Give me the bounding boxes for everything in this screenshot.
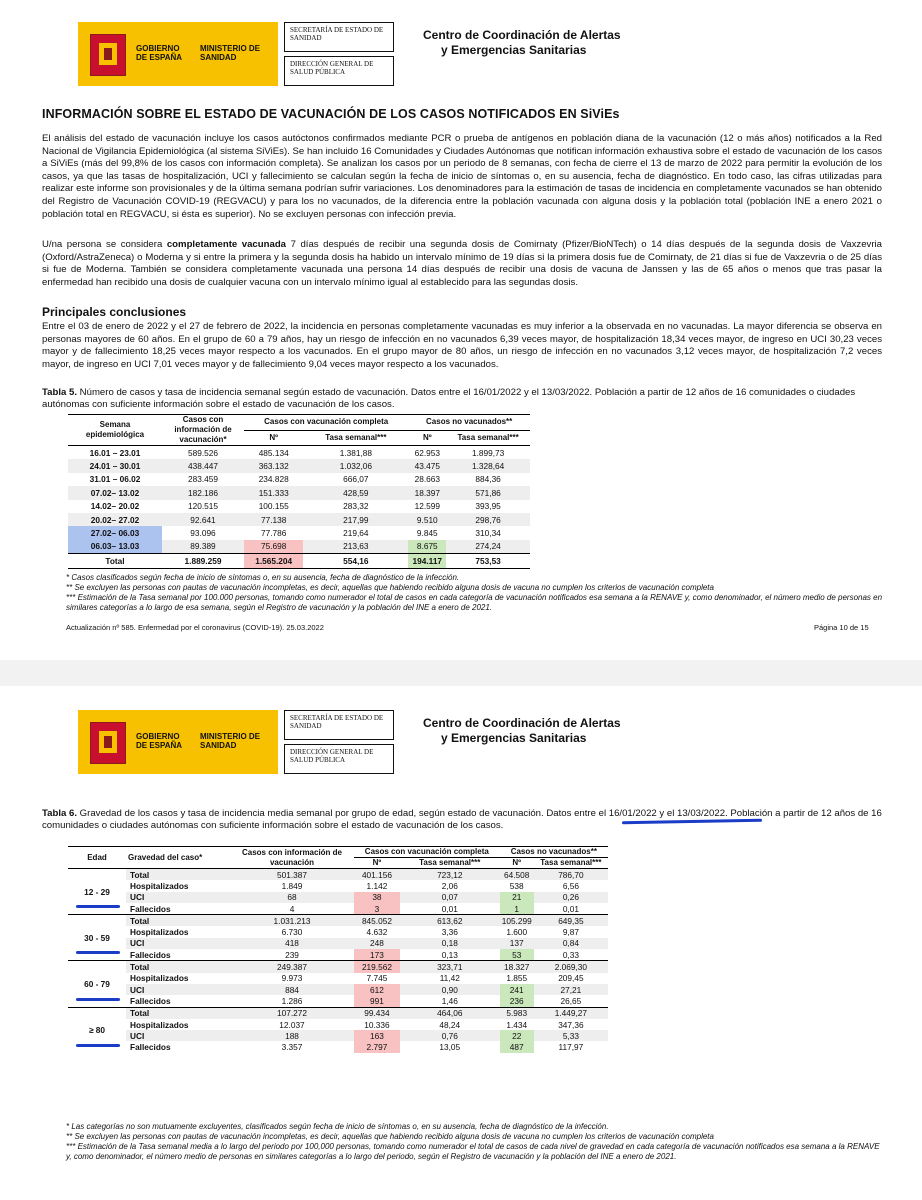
- cell-no-vac-n: 12.599: [414, 501, 440, 512]
- note-3: *** Estimación de la Tasa semanal media a lo largo del periodo por 100,000 personas, tomando como numerador el total de casos de cada nivel de gravedad en cada categoría de vacunación notificados esa semana a la RENAVE y, como denominador, el número medio de personas en similares categorías a lo largo del periodo, según el Registro de vacunación y la población del INE a enero de 2021.: [66, 1142, 880, 1161]
- cell-completa-n: 77.138: [244, 513, 303, 526]
- cell-info: 6.730: [281, 927, 303, 938]
- th-completa-tasa: Tasa semanal***: [325, 432, 387, 442]
- table-row: [68, 995, 608, 1007]
- cell-no-vac-n: 105.299: [500, 915, 534, 927]
- page-number: Página 10 de 15: [814, 623, 869, 632]
- cell-no-vac-tasa: 571,86: [446, 486, 530, 499]
- cell-info: 93.096: [190, 528, 216, 539]
- cell-completa-n: 363.132: [244, 459, 303, 472]
- cell-no-vac-tasa: 2.069,30: [534, 961, 608, 973]
- cell-gravedad: Total: [126, 1007, 230, 1019]
- cell-semana: 31.01 – 06.02: [89, 474, 141, 485]
- th-no-vac: Casos no vacunados**: [408, 415, 530, 431]
- cell-no-vac-n: 28.663: [414, 474, 440, 485]
- cell-no-vac-tasa: 0,33: [562, 949, 579, 960]
- paragraph-analysis: El análisis del estado de vacunación incluye los casos autóctonos confirmados mediante PCR o prueba de antígenos en población diana de la vacunación (12 o más años) notificados a la Red Nacional de Vigilancia Epidemiológica (al sistema SiViEs). Se han incluido 16 Comunidades y Ciudades Autónomas que notifican información exhaustiva sobre el estado de vacunación de los casos a SiViEs (más del 99,8% de los casos con información completa). Se analizan los casos por un periodo de 8 semanas, con fecha de cierre el 13 de marzo de 2022 para permitir la evolución de los casos, ya que las tasas de hospitalización, UCI y fallecimiento se calculan según la fecha de inicio de síntomas o, en su ausencia, fecha de diagnóstico. En todo caso, las cifras utilizadas para realizar este informe son provisionales y de la última semana podrían sufrir variaciones. Los denominadores para la estimación de tasas de incidencia en completamente vacunados se han obtenido del Registro de Vacunación COVID-19 (REGVACU) y para los no vacunados, de la diferencia entre la población vacunada con alguna dosis y la población total (población INE a enero 2021 o población total en REGVACU, si ésta es superior). No se excluyen personas con infección previa.: [42, 133, 882, 220]
- th-completa: Casos con vacunación completa: [244, 415, 408, 431]
- cell-no-vac-n: 62.953: [414, 447, 440, 458]
- cell-completa-n: 1.565.204: [244, 554, 303, 568]
- direccion-box: DIRECCIÓN GENERAL DE SALUD PÚBLICA: [284, 56, 394, 86]
- table-row: [68, 949, 608, 961]
- cell-completa-n: 219.562: [354, 961, 400, 973]
- cell-info: 884: [230, 984, 354, 995]
- cell-info: 12.037: [279, 1019, 305, 1030]
- cell-completa-n: 4.632: [366, 927, 388, 938]
- cell-completa-tasa: 217,99: [303, 513, 408, 526]
- table-row: [68, 961, 608, 973]
- table-row: [68, 540, 530, 554]
- cell-completa-n: 234.828: [258, 474, 289, 485]
- direccion-box: DIRECCIÓN GENERAL DE SALUD PÚBLICA: [284, 744, 394, 774]
- cell-edad: [68, 869, 126, 915]
- table-row: [68, 500, 530, 513]
- cell-no-vac-n: 5.983: [500, 1007, 534, 1019]
- cell-info: 501.387: [230, 869, 354, 881]
- th-no-vac-tasa: Tasa semanal***: [540, 858, 602, 867]
- cell-info: 418: [230, 938, 354, 949]
- cell-no-vac-tasa: 9,87: [562, 927, 579, 938]
- cell-completa-n: 3: [354, 903, 400, 915]
- cell-completa-tasa: 0,01: [441, 903, 458, 914]
- table6-caption-text: Gravedad de los casos y tasa de incidencia media semanal por grupo de edad, según estado de vacunación. Datos entre el 16/01/2022 y el 13/03/2022. Población a partir de 12 años de 16 comunidades o ciudades autónomas con suficiente información sobre el estado de vacunación de los casos.: [42, 808, 882, 831]
- table5-caption: [42, 387, 882, 411]
- cell-no-vac-tasa: 0,84: [534, 938, 608, 949]
- cell-edad: [68, 915, 126, 961]
- cell-info: 249.387: [230, 961, 354, 973]
- government-logo: [78, 710, 278, 774]
- cell-no-vac-n: 1.600: [506, 927, 528, 938]
- cell-completa-tasa: 283,32: [343, 501, 369, 512]
- cell-completa-n: 991: [354, 995, 400, 1007]
- th-completa-tasa: Tasa semanal***: [419, 858, 481, 867]
- coat-of-arms-icon: [90, 722, 126, 764]
- cell-no-vac-n: 43.475: [408, 459, 446, 472]
- cell-info: 239: [285, 949, 299, 960]
- cell-completa-tasa: 613,62: [400, 915, 500, 927]
- cell-gravedad: UCI: [126, 984, 230, 995]
- cell-no-vac-n: 64.508: [500, 869, 534, 881]
- cell-completa-tasa: 0,90: [400, 984, 500, 995]
- edad-label: ≥ 80: [88, 1025, 106, 1036]
- cell-no-vac-n: 137: [500, 938, 534, 949]
- th-completa: Casos con vacunación completa: [354, 847, 500, 858]
- cell-info: 9.973: [281, 973, 303, 984]
- cell-completa-tasa: 1.381,88: [339, 447, 372, 458]
- th-gravedad: Gravedad del caso*: [126, 847, 230, 869]
- cell-completa-n: 151.333: [244, 486, 303, 499]
- cell-no-vac-n: 236: [500, 995, 534, 1007]
- cell-no-vac-tasa: 753,53: [446, 554, 530, 568]
- cell-info: 89.389: [162, 540, 244, 554]
- cell-gravedad: UCI: [126, 1030, 230, 1041]
- table-6-body: [68, 869, 608, 1053]
- government-logo: [78, 22, 278, 86]
- ministerio-label: MINISTERIO DE SANIDAD: [200, 44, 261, 62]
- cell-completa-n: 163: [354, 1030, 400, 1041]
- table-row: [68, 1041, 608, 1052]
- centro-title: [423, 716, 621, 746]
- cell-no-vac-tasa: 26,65: [560, 995, 582, 1006]
- centro-title: [423, 28, 621, 58]
- page-header: [78, 22, 878, 86]
- table-5: [68, 414, 530, 569]
- edad-label: 60 - 79: [84, 978, 110, 989]
- table-row: [68, 926, 608, 937]
- cell-info: 283.459: [188, 474, 218, 485]
- table-row: [68, 446, 530, 460]
- table5-notes: [66, 573, 886, 613]
- table-row: [68, 892, 608, 903]
- cell-completa-n: 612: [354, 984, 400, 995]
- centro-line-1: Centro de Coordinación de Alertas: [423, 716, 621, 730]
- cell-no-vac-tasa: 310,34: [475, 528, 501, 539]
- cell-no-vac-n: 538: [509, 880, 524, 891]
- cell-gravedad: Hospitalizados: [130, 973, 189, 984]
- cell-completa-tasa: 1.032,06: [303, 459, 408, 472]
- cell-no-vac-tasa: 347,36: [558, 1019, 584, 1030]
- cell-completa-n: 845.052: [354, 915, 400, 927]
- cell-completa-tasa: 219,64: [343, 528, 369, 539]
- cell-no-vac-tasa: 117,97: [558, 1042, 584, 1053]
- paragraph-conclusions: Entre el 03 de enero de 2022 y el 27 de febrero de 2022, la incidencia en personas completamente vacunadas es muy inferior a la observada en no vacunadas. La mayor diferencia se observa en personas mayores de 60 años. En el grupo de 60 a 79 años, hay un riesgo de infección en no vacunados 6,39 veces mayor, de hospitalización 18,34 veces mayor, de ingreso en UCI 30,23 veces mayor y de fallecimiento 18,25 veces mayor respecto a los vacunados. En el grupo mayor de 80 años, un riesgo de infección en no vacunados 3,12 veces mayor, de hospitalización 7,2 veces mayor, de ingreso en UCI 7,01 veces mayor y de fallecimiento 9,04 veces mayor respecto a los vacunados.: [42, 321, 882, 370]
- cell-completa-tasa: 48,24: [439, 1019, 461, 1030]
- page-header: [78, 710, 878, 774]
- table-6: [68, 846, 608, 1053]
- secretaria-box: SECRETARÍA DE ESTADO DE SANIDAD: [284, 22, 394, 52]
- cell-no-vac-tasa: 0,01: [562, 903, 579, 914]
- cell-completa-tasa: 0,18: [400, 938, 500, 949]
- cell-no-vac-tasa: 27,21: [534, 984, 608, 995]
- cell-info: 1.849: [281, 880, 303, 891]
- cell-info: 120.515: [188, 501, 218, 512]
- cell-gravedad: Fallecidos: [130, 995, 171, 1006]
- cell-gravedad: UCI: [126, 938, 230, 949]
- table-row: [68, 880, 608, 891]
- th-no-vac-n: Nº: [422, 432, 432, 442]
- cell-semana: 06.03– 13.03: [68, 540, 162, 554]
- cell-info: 1.031.213: [230, 915, 354, 927]
- centro-line-2: y Emergencias Sanitarias: [441, 43, 587, 57]
- gobierno-label: GOBIERNO DE ESPAÑA: [136, 732, 183, 750]
- edad-label: 12 - 29: [84, 886, 110, 897]
- th-casos-info: Casos con información de vacunación*: [162, 415, 244, 446]
- cell-completa-n: 38: [354, 892, 400, 903]
- table-row: [68, 1019, 608, 1030]
- cell-no-vac-tasa: 274,24: [446, 540, 530, 554]
- cell-no-vac-n: 241: [500, 984, 534, 995]
- note-1: * Las categorías no son mutuamente excluyentes, clasificados según fecha de inicio de síntomas o, en su ausencia, fecha de diagnóstico de la infección.: [66, 1122, 609, 1131]
- cell-info: 107.272: [230, 1007, 354, 1019]
- cell-semana: 20.02– 27.02: [68, 513, 162, 526]
- gobierno-label: GOBIERNO DE ESPAÑA: [136, 44, 183, 62]
- pen-underline-edad: [76, 951, 120, 954]
- cell-gravedad: Hospitalizados: [130, 1019, 189, 1030]
- cell-gravedad: Total: [126, 869, 230, 881]
- cell-completa-tasa: 723,12: [400, 869, 500, 881]
- table-row: [68, 973, 608, 984]
- cell-no-vac-n: 18.327: [500, 961, 534, 973]
- cell-gravedad: Total: [126, 961, 230, 973]
- th-no-vac-tasa: Tasa semanal***: [457, 432, 519, 442]
- cell-no-vac-n: 9.845: [416, 528, 438, 539]
- table-row: [68, 984, 608, 995]
- cell-completa-tasa: 2,06: [441, 880, 458, 891]
- cell-completa-tasa: 3,36: [441, 927, 458, 938]
- cell-gravedad: Hospitalizados: [130, 880, 189, 891]
- cell-info: 68: [230, 892, 354, 903]
- cell-no-vac-tasa: 1.328,64: [446, 459, 530, 472]
- paragraph-definition-a: U/na persona se considera: [42, 239, 167, 250]
- edad-label: 30 - 59: [84, 932, 110, 943]
- cell-no-vac-tasa: 5,33: [534, 1030, 608, 1041]
- cell-completa-tasa: 554,16: [303, 554, 408, 568]
- pen-underline-edad: [76, 998, 120, 1001]
- cell-info: 4: [289, 903, 295, 914]
- cell-completa-n: 100.155: [258, 501, 289, 512]
- cell-info: 1.286: [281, 995, 303, 1006]
- cell-no-vac-tasa: 209,45: [558, 973, 584, 984]
- pen-underline-edad: [76, 905, 120, 908]
- cell-no-vac-n: 22: [500, 1030, 534, 1041]
- cell-info: 188: [230, 1030, 354, 1041]
- cell-no-vac-tasa: 393,95: [475, 501, 501, 512]
- cell-no-vac-tasa: 6,56: [562, 880, 579, 891]
- table-row: [68, 526, 530, 539]
- paragraph-definition-bold: completamente vacunada: [166, 239, 287, 250]
- note-1: * Casos clasificados según fecha de inicio de síntomas o, en su ausencia, fecha de diagnóstico de la infección.: [66, 573, 460, 582]
- cell-completa-tasa: 666,07: [343, 474, 369, 485]
- cell-no-vac-n: 194.117: [408, 554, 446, 568]
- table5-caption-text: Número de casos y tasa de incidencia semanal según estado de vacunación. Datos entre el 16/01/2022 y el 13/03/2022. Población a partir de 12 años de 16 comunidades o ciudades autónomas con suficiente información sobre el estado de vacunación de los casos.: [42, 387, 856, 410]
- cell-no-vac-tasa: 786,70: [534, 869, 608, 881]
- secretaria-box: SECRETARÍA DE ESTADO DE SANIDAD: [284, 710, 394, 740]
- table-row: [68, 869, 608, 881]
- cell-info: 3.357: [281, 1042, 303, 1053]
- th-no-vac-n: Nº: [512, 858, 522, 867]
- cell-info: 182.186: [162, 486, 244, 499]
- cell-completa-tasa: 428,59: [303, 486, 408, 499]
- cell-no-vac-n: 21: [500, 892, 534, 903]
- cell-edad: [68, 961, 126, 1007]
- note-2: ** Se excluyen las personas con pautas de vacunación incompletas, es decir, aquellas que habiendo recibido alguna dosis de vacuna no cumplen los criterios de vacunación completa: [66, 583, 714, 592]
- cell-semana: 16.01 – 23.01: [89, 447, 141, 458]
- table-row: [68, 903, 608, 915]
- cell-completa-n: 401.156: [354, 869, 400, 881]
- cell-no-vac-tasa: 1.899,73: [471, 447, 505, 458]
- cell-no-vac-n: 1: [500, 903, 534, 915]
- cell-no-vac-tasa: 1.449,27: [534, 1007, 608, 1019]
- cell-completa-n: 75.698: [244, 540, 303, 554]
- cell-completa-tasa: 323,71: [400, 961, 500, 973]
- cell-no-vac-n: 8.675: [408, 540, 446, 554]
- cell-completa-tasa: 0,07: [400, 892, 500, 903]
- pen-underline-edad: [76, 1044, 120, 1047]
- table-row: [68, 473, 530, 486]
- cell-info: 92.641: [162, 513, 244, 526]
- cell-no-vac-n: 9.510: [408, 513, 446, 526]
- cell-no-vac-n: 487: [500, 1041, 534, 1052]
- paragraph-definition: [42, 239, 882, 289]
- table6-notes: [66, 1122, 886, 1162]
- th-no-vac: Casos no vacunados**: [500, 847, 608, 858]
- cell-completa-tasa: 0,13: [441, 949, 458, 960]
- cell-completa-tasa: 13,05: [439, 1042, 461, 1053]
- cell-no-vac-n: 18.397: [408, 486, 446, 499]
- table-row: [68, 1030, 608, 1041]
- cell-no-vac-tasa: 298,76: [446, 513, 530, 526]
- cell-completa-tasa: 464,06: [400, 1007, 500, 1019]
- table-row: [68, 1007, 608, 1019]
- table6-caption-label: Tabla 6.: [42, 808, 78, 819]
- cell-completa-tasa: 0,76: [400, 1030, 500, 1041]
- cell-edad: [68, 1007, 126, 1053]
- cell-completa-n: 173: [354, 949, 400, 961]
- cell-completa-n: 1.142: [366, 880, 388, 891]
- cell-no-vac-tasa: 0,26: [534, 892, 608, 903]
- cell-no-vac-n: 1.434: [506, 1019, 528, 1030]
- cell-semana: 07.02– 13.02: [68, 486, 162, 499]
- note-2: ** Se excluyen las personas con pautas de vacunación incompletas, es decir, aquellas que habiendo recibido alguna dosis de vacuna no cumplen los criterios de vacunación completa: [66, 1132, 714, 1141]
- th-completa-n: Nº: [372, 858, 382, 867]
- table-row-total: [68, 554, 530, 568]
- cell-semana: Total: [68, 554, 162, 568]
- cell-completa-n: 248: [354, 938, 400, 949]
- coat-of-arms-icon: [90, 34, 126, 76]
- cell-info: 438.447: [162, 459, 244, 472]
- table-row: [68, 938, 608, 949]
- cell-semana: 27.02– 06.03: [68, 526, 162, 539]
- conclusions-heading: Principales conclusiones: [42, 305, 187, 319]
- cell-gravedad: Fallecidos: [130, 1042, 171, 1053]
- th-info: Casos con información de vacunación: [230, 847, 354, 869]
- page-footer: Actualización nº 585. Enfermedad por el coronavirus (COVID-19). 25.03.2022: [66, 623, 324, 632]
- cell-gravedad: Fallecidos: [130, 903, 171, 914]
- centro-line-1: Centro de Coordinación de Alertas: [423, 28, 621, 42]
- table-row: [68, 459, 530, 472]
- th-edad: Edad: [68, 847, 126, 869]
- centro-line-2: y Emergencias Sanitarias: [441, 731, 587, 745]
- th-semana: Semana epidemiológica: [68, 415, 162, 446]
- cell-no-vac-tasa: 884,36: [475, 474, 501, 485]
- cell-gravedad: Total: [126, 915, 230, 927]
- cell-completa-n: 77.786: [260, 528, 287, 539]
- cell-completa-n: 99.434: [354, 1007, 400, 1019]
- cell-completa-n: 7.745: [366, 973, 388, 984]
- cell-info: 589.526: [188, 447, 218, 458]
- th-completa-n: Nº: [269, 432, 279, 442]
- cell-semana: 14.02– 20.02: [90, 501, 140, 512]
- cell-completa-n: 485.134: [258, 447, 289, 458]
- cell-gravedad: Fallecidos: [130, 949, 171, 960]
- cell-no-vac-tasa: 649,35: [534, 915, 608, 927]
- table-5-body: [68, 446, 530, 569]
- ministerio-label: MINISTERIO DE SANIDAD: [200, 732, 261, 750]
- note-3: *** Estimación de la Tasa semanal por 100.000 personas, tomando como numerador el total de casos en cada categoría de vacunación notificados esa semana a la RENAVE y, como denominador, el número medio de personas en similares categorías a lo largo de esa semana, según el Registro de vacunación y la población del INE a enero de 2021.: [66, 593, 883, 612]
- cell-info: 1.889.259: [162, 554, 244, 568]
- table-row: [68, 915, 608, 927]
- paragraph-definition-b: 7 días después de recibir una segunda dosis de Comirnaty (Pfizer/BioNTech) o 14 días después de la segunda dosis de Vaxzevria (Oxford/AstraZeneca) o Moderna y si entre la primera y la segunda dosis ha habido un intervalo mínimo de 19 días si la primera dosis fue de Comirnaty, de 21 días si fue de Vaxzevria o de 25 días si fue de Moderna. También se considera completamente vacunada una persona 14 días después de recibir una dosis de vacuna de Janssen y las de 65 años o menos que tras pasar la enfermedad han recibido una dosis de cualquier vacuna con un intervalo mínimo igual al establecido para las segundas dosis.: [42, 239, 883, 288]
- cell-completa-n: 2.797: [354, 1041, 400, 1052]
- cell-completa-tasa: 11,42: [439, 973, 460, 984]
- document-title: INFORMACIÓN SOBRE EL ESTADO DE VACUNACIÓN DE LOS CASOS NOTIFICADOS EN SiViEs: [42, 107, 620, 121]
- cell-completa-tasa: 213,63: [303, 540, 408, 554]
- table-row: [68, 513, 530, 526]
- table5-caption-label: Tabla 5.: [42, 387, 78, 398]
- cell-completa-tasa: 1,46: [441, 995, 458, 1006]
- cell-semana: 24.01 – 30.01: [68, 459, 162, 472]
- cell-no-vac-n: 53: [500, 949, 534, 961]
- cell-gravedad: UCI: [126, 892, 230, 903]
- cell-completa-n: 10.336: [364, 1019, 390, 1030]
- cell-gravedad: Hospitalizados: [130, 927, 189, 938]
- table-row: [68, 486, 530, 499]
- document-page-2: [0, 686, 922, 1200]
- cell-no-vac-n: 1.855: [506, 973, 528, 984]
